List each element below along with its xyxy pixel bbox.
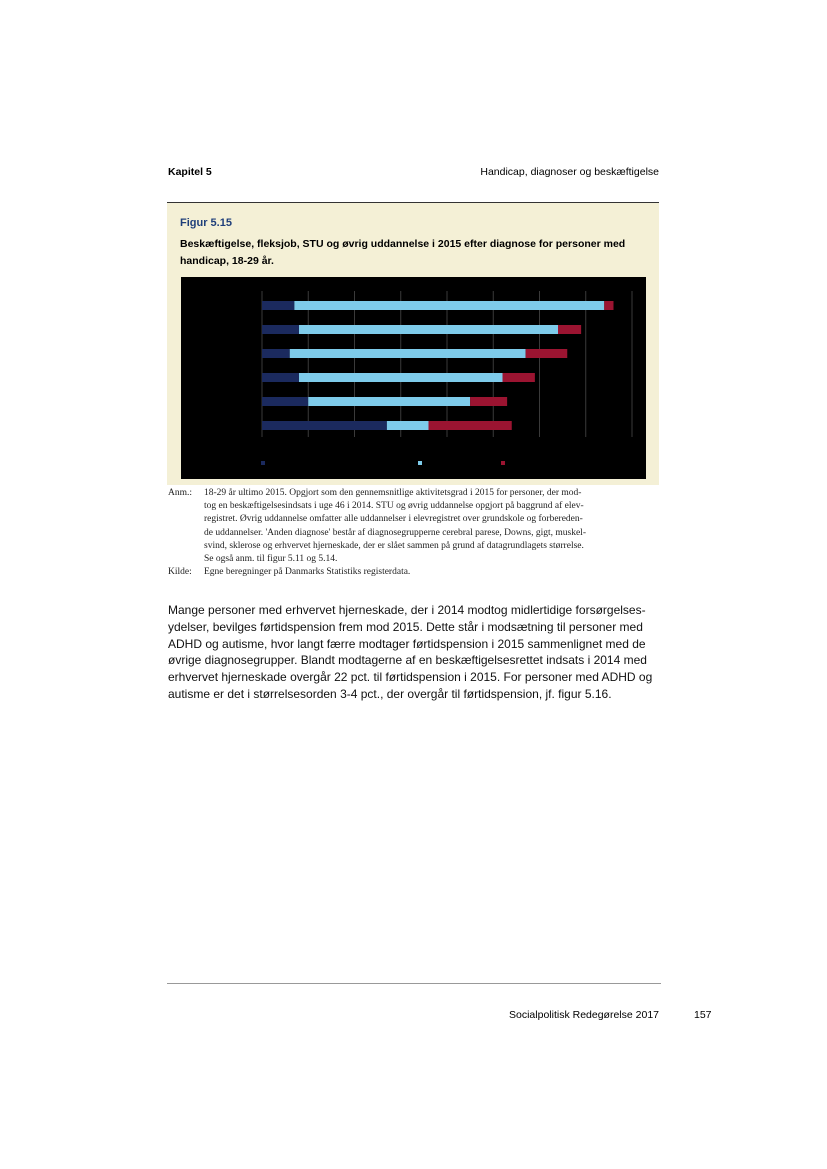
bar-segment-series-1-row-2 — [262, 325, 299, 334]
anm-label: Anm.: — [168, 488, 193, 498]
chapter-label: Kapitel 5 — [168, 166, 212, 178]
body-line: ADHD og autisme, hvor langt færre modtager førtidspension i 2015 sammenlignet med de — [168, 636, 646, 651]
bar-segment-series-2-row-3 — [290, 349, 526, 358]
body-line: autisme er det i størrelsesorden 3-4 pct., der overgår til førtidspension, jf. figur 5.16. — [168, 686, 612, 701]
footer-rule — [167, 983, 661, 984]
chart — [181, 277, 646, 479]
bar-segment-series-1-row-5 — [262, 397, 308, 406]
bar-segment-series-3-row-5 — [470, 397, 507, 406]
bar-segment-series-1-row-1 — [262, 301, 294, 310]
anm-line: de uddannelser. 'Anden diagnose' består af diagnosegrupperne cerebral parese, Downs, gigt, muskel- — [204, 527, 586, 538]
body-line: erhvervet hjerneskade overgår 22 pct. til førtidspension i 2015. For personer med ADHD og — [168, 670, 653, 685]
bar-segment-series-3-row-4 — [503, 373, 535, 382]
kilde-label: Kilde: — [168, 567, 192, 578]
bar-segment-series-1-row-6 — [262, 421, 387, 430]
anm-line: svind, sklerose og erhvervet hjerneskade, der er slået sammen på grund af datagrundlagets størrelse. — [204, 540, 584, 551]
bar-segment-series-3-row-6 — [429, 421, 512, 430]
bar-segment-series-3-row-2 — [558, 325, 581, 334]
bar-segment-series-3-row-3 — [526, 349, 568, 358]
body-line: øvrige diagnosegrupper. Blandt modtagerne af en beskæftigelsesrettet indsats i 2014 med — [168, 653, 647, 668]
anm-line: tog en beskæftigelsesindsats i uge 46 i 2014. STU og øvrig uddannelse opgjort på baggrund af elev- — [204, 501, 584, 512]
bar-segment-series-2-row-1 — [294, 301, 604, 310]
legend-marker-series-2 — [418, 461, 422, 465]
page-number: 157 — [694, 1009, 712, 1021]
bar-segment-series-2-row-2 — [299, 325, 558, 334]
bar-segment-series-3-row-1 — [604, 301, 613, 310]
figure-notes — [168, 487, 660, 579]
legend-marker-series-1 — [261, 461, 265, 465]
anm-line: registret. Øvrig uddannelse omfatter alle uddannelser i elevregistret over grundskole og forbereden- — [204, 514, 583, 525]
chart-svg — [181, 277, 646, 479]
bar-segment-series-1-row-4 — [262, 373, 299, 382]
anm-line: 18-29 år ultimo 2015. Opgjort som den gennemsnitlige aktivitetsgrad i 2015 for personer, der mod- — [204, 488, 582, 498]
bar-segment-series-2-row-5 — [308, 397, 470, 406]
figure-box — [167, 202, 659, 485]
legend-marker-series-3 — [501, 461, 505, 465]
body-paragraph — [168, 602, 664, 703]
section-title: Handicap, diagnoser og beskæftigelse — [480, 166, 659, 178]
anm-line: Se også anm. til figur 5.11 og 5.14. — [204, 554, 338, 565]
bar-segment-series-2-row-6 — [387, 421, 429, 430]
body-line: ydelser, bevilges førtidspension frem mod 2015. Dette står i modsætning til personer med — [168, 619, 643, 634]
bar-segment-series-1-row-3 — [262, 349, 290, 358]
publication-title: Socialpolitisk Redegørelse 2017 — [509, 1009, 659, 1021]
figure-title: Beskæftigelse, fleksjob, STU og øvrig uddannelse i 2015 efter diagnose for personer med handicap, 18-29 år. — [180, 238, 626, 267]
bar-segment-series-2-row-4 — [299, 373, 503, 382]
kilde-text: Egne beregninger på Danmarks Statistiks registerdata. — [204, 567, 411, 578]
body-line: Mange personer med erhvervet hjerneskade, der i 2014 modtog midlertidige forsørgelses- — [168, 603, 646, 617]
figure-number: Figur 5.15 — [180, 217, 232, 229]
